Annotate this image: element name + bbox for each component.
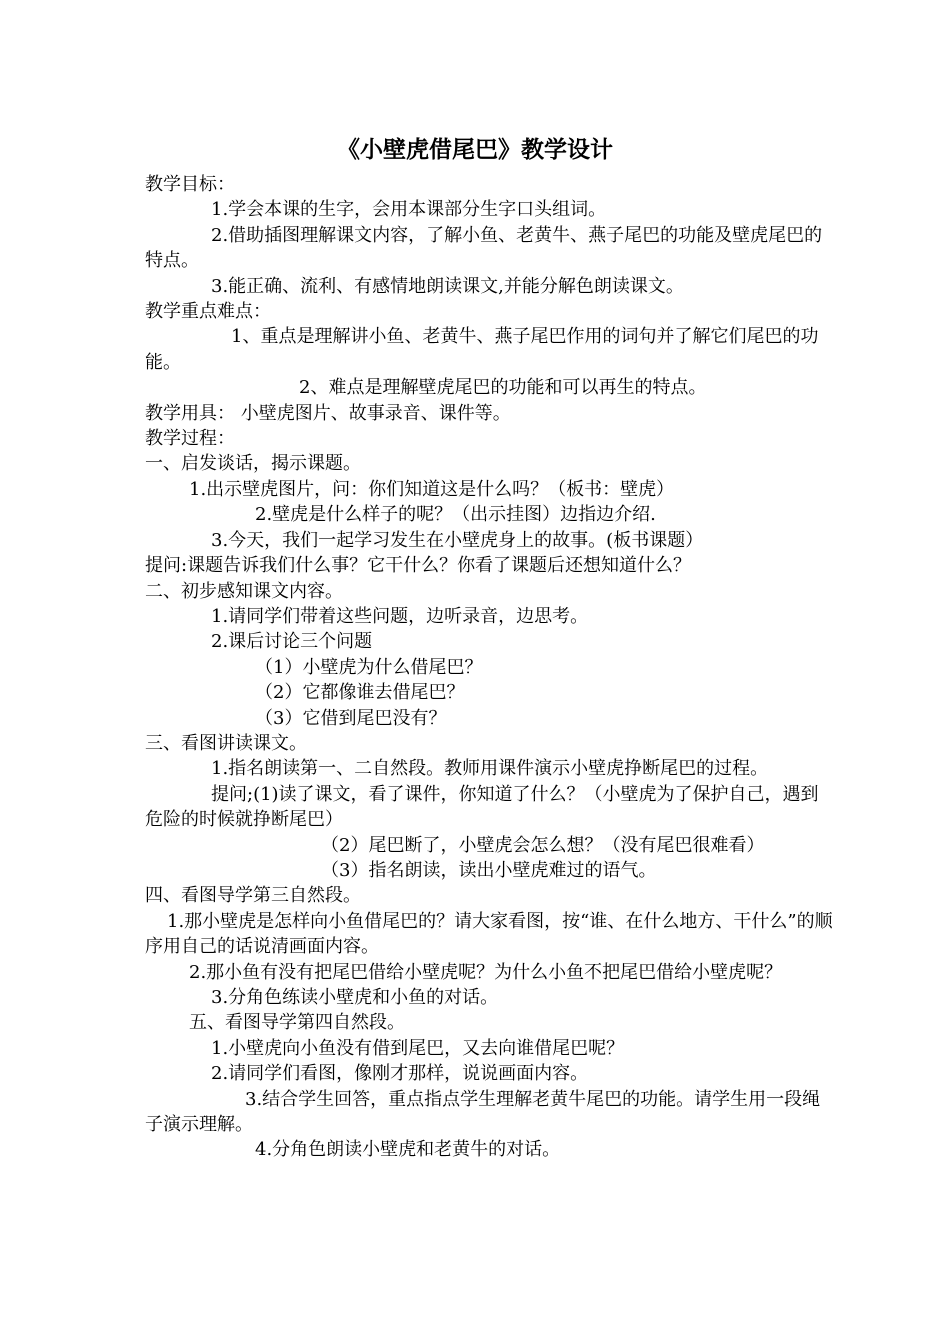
- paragraph: 3.结合学生回答，重点指点学生理解老黄牛尾巴的功能。请学生用一段绳子演示理解。: [145, 1088, 821, 1136]
- paragraph: 教学重点难点：: [145, 301, 271, 323]
- paragraph: 1.请同学们带着这些问题，边听录音，边思考。: [211, 605, 589, 627]
- paragraph: 一、启发谈话，揭示课题。: [145, 453, 361, 475]
- paragraph: （3）指名朗读，读出小壁虎难过的语气。: [321, 859, 657, 881]
- paragraph: 1.指名朗读第一、二自然段。教师用课件演示小壁虎挣断尾巴的过程。: [211, 758, 769, 780]
- document-body: [145, 172, 835, 1163]
- paragraph: 1、重点是理解讲小鱼、老黄牛、燕子尾巴作用的词句并了解它们尾巴的功能。: [145, 326, 819, 373]
- paragraph: 2.课后讨论三个问题: [211, 631, 373, 653]
- paragraph: 教学过程：: [145, 428, 235, 450]
- paragraph: 3.分角色练读小壁虎和小鱼的对话。: [211, 987, 499, 1008]
- paragraph: 五、看图导学第四自然段。: [189, 1012, 405, 1034]
- paragraph: 教学用具： 小壁虎图片、故事录音、课件等。: [145, 402, 511, 424]
- paragraph: 2.那小鱼有没有把尾巴借给小壁虎呢？为什么小鱼不把尾巴借给小壁虎呢？: [189, 961, 783, 983]
- paragraph: 1.那小壁虎是怎样向小鱼借尾巴的？请大家看图，按“谁、在什么地方、干什么”的顺序用自己的话说清画面内容。: [145, 910, 833, 958]
- paragraph: 2.请同学们看图，像刚才那样，说说画面内容。: [211, 1063, 589, 1085]
- paragraph: 提问:课题告诉我们什么事？它干什么？你看了课题后还想知道什么？: [145, 555, 692, 577]
- paragraph: （2）它都像谁去借尾巴？: [255, 682, 465, 704]
- document-title: 《小壁虎借尾巴》教学设计: [337, 136, 613, 163]
- paragraph: 4.分角色朗读小壁虎和老黄牛的对话。: [255, 1139, 561, 1161]
- paragraph: （1）小壁虎为什么借尾巴？: [255, 656, 483, 678]
- paragraph: 1.出示壁虎图片，问：你们知道这是什么吗？（板书：壁虎）: [189, 478, 675, 500]
- paragraph: 2.壁虎是什么样子的呢？（出示挂图）边指边介绍.: [255, 504, 656, 526]
- paragraph: 1.学会本课的生字，会用本课部分生字口头组词。: [211, 199, 607, 221]
- paragraph: （3）它借到尾巴没有？: [255, 707, 447, 729]
- paragraph: 3.今天，我们一起学习发生在小壁虎身上的故事。(板书课题）: [211, 529, 704, 551]
- paragraph: 教学目标：: [145, 174, 235, 195]
- paragraph: 2、难点是理解壁虎尾巴的功能和可以再生的特点。: [299, 377, 707, 399]
- paragraph: 2.借助插图理解课文内容，了解小鱼、老黄牛、燕子尾巴的功能及壁虎尾巴的特点。: [145, 224, 823, 272]
- paragraph: 提问;(1)读了课文，看了课件，你知道了什么？（小壁虎为了保护自己，遇到危险的时候就挣断尾巴）: [145, 783, 819, 831]
- paragraph: 1.小壁虎向小鱼没有借到尾巴，又去向谁借尾巴呢？: [211, 1037, 625, 1059]
- paragraph: 四、看图导学第三自然段。: [145, 885, 361, 907]
- paragraph: 二、初步感知课文内容。: [145, 580, 343, 602]
- paragraph: 三、看图讲读课文。: [145, 732, 307, 754]
- paragraph: （2）尾巴断了，小壁虎会怎么想？（没有尾巴很难看）: [321, 834, 765, 856]
- paragraph: 3.能正确、流利、有感情地朗读课文,并能分解色朗读课文。: [211, 275, 684, 297]
